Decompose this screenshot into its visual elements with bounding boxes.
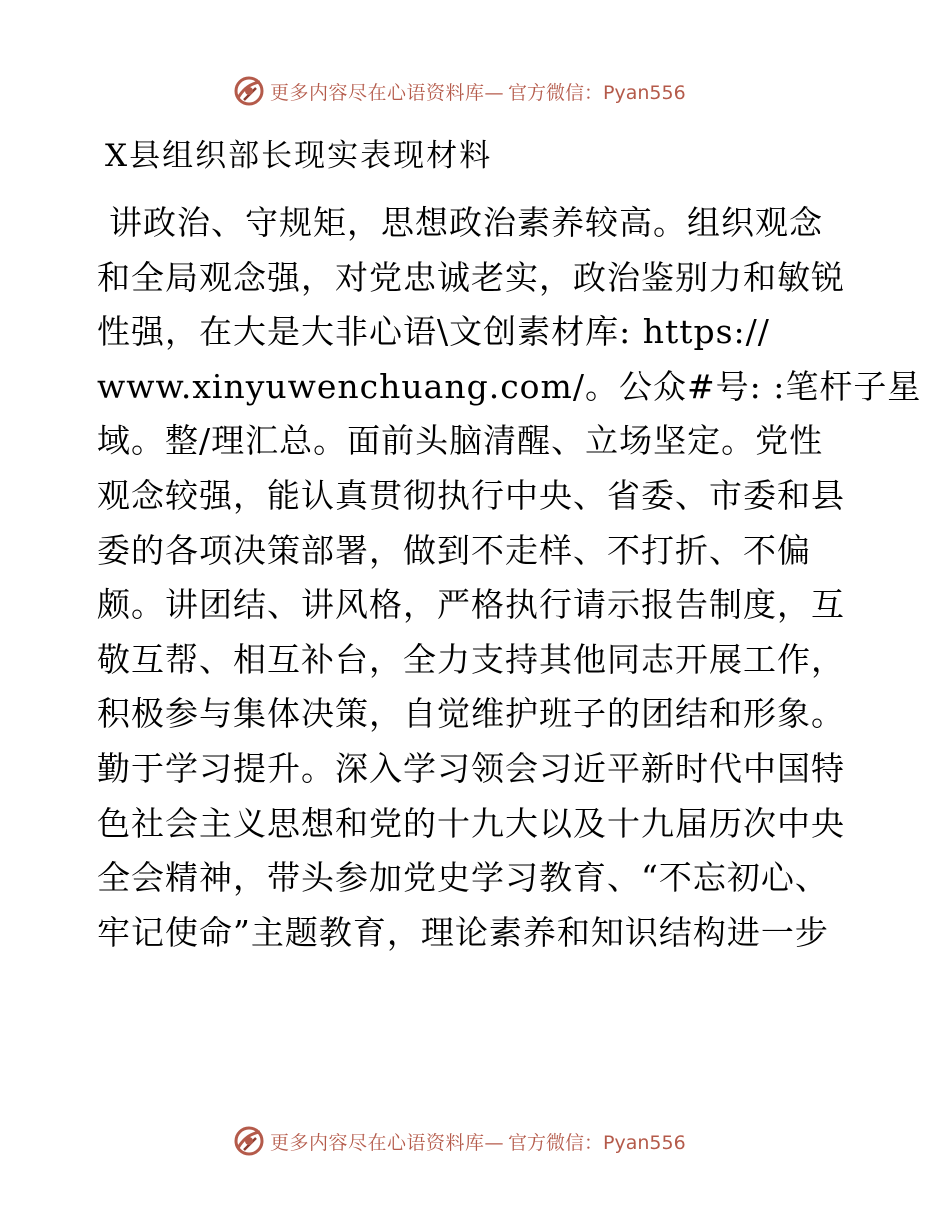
watermark-text: 更多内容尽在心语资料库—	[270, 1131, 505, 1154]
body-line: 性强，在大是大非心语\文创素材库: https://	[97, 312, 770, 352]
body-line: 勤于学习提升。深入学习领会习近平新时代中国特	[97, 748, 845, 788]
header-watermark	[232, 73, 686, 109]
body-line: 色社会主义思想和党的十九大以及十九届历次中央	[97, 803, 845, 843]
body-line: 牢记使命”主题教育，理论素养和知识结构进一步	[97, 912, 829, 952]
body-line: 域。整/理汇总。面前头脑清醒、立场坚定。党性	[97, 421, 824, 461]
footer-watermark	[232, 1123, 686, 1159]
body-line: www.xinyuwenchuang.com/。公众#号: :笔杆子星	[97, 366, 922, 406]
seal-logo-icon	[232, 74, 266, 108]
document-body	[97, 196, 922, 960]
body-line: 全会精神，带头参加党史学习教育、“不忘初心、	[97, 858, 829, 898]
body-line: 敬互帮、相互补台，全力支持其他同志开展工作，	[97, 639, 845, 679]
body-line: 和全局观念强，对党忠诚老实，政治鉴别力和敏锐	[97, 257, 845, 297]
body-line: 积极参与集体决策，自觉维护班子的团结和形象。	[97, 694, 845, 734]
seal-logo-icon	[232, 1124, 266, 1158]
document-title: X县组织部长现实表现材料	[105, 138, 493, 174]
watermark-contact: 官方微信：Pyan556	[508, 1131, 686, 1154]
body-line: 观念较强，能认真贯彻执行中央、省委、市委和县	[97, 475, 845, 515]
body-line: 委的各项决策部署，做到不走样、不打折、不偏	[97, 530, 811, 570]
body-line: 讲政治、守规矩，思想政治素养较高。组织观念	[109, 203, 823, 242]
watermark-contact: 官方微信：Pyan556	[508, 81, 686, 104]
body-line: 颇。讲团结、讲风格，严格执行请示报告制度，互	[97, 585, 845, 625]
watermark-text: 更多内容尽在心语资料库—	[270, 81, 505, 104]
